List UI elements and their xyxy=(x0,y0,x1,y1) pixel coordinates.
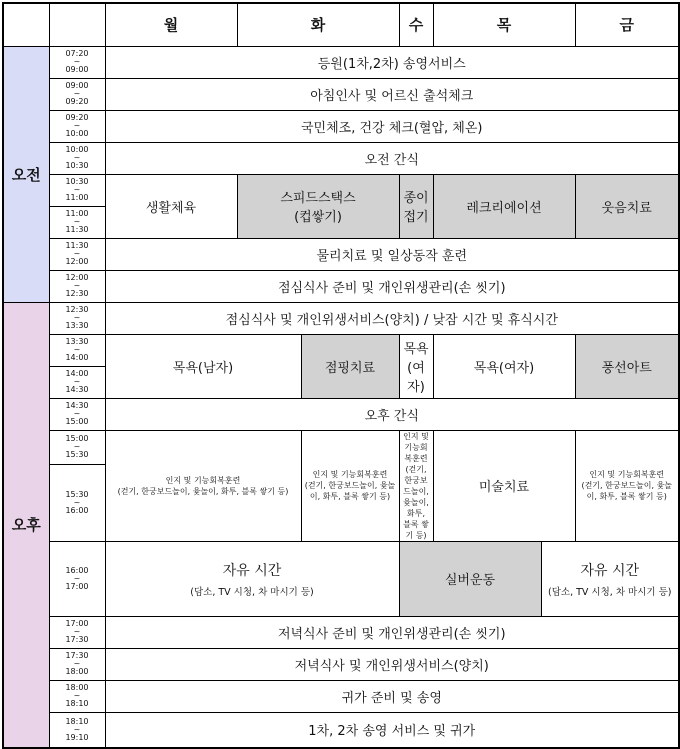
free-time-desc: (담소, TV 시청, 차 마시기 등) xyxy=(548,586,672,598)
time-slot: 18:00 ~ 18:10 xyxy=(49,680,105,712)
activity-mon: 인지 및 기능회복훈련 (걷기, 한궁보드놀이, 윷놀이, 화투, 블록 쌓기 등) xyxy=(105,430,301,541)
table-row xyxy=(3,616,679,648)
table-row xyxy=(3,78,679,110)
activity-wed: 종이접기 xyxy=(399,174,433,238)
time-slot: 09:00 ~ 09:20 xyxy=(49,78,105,110)
time-slot: 15:30 ~ 16:00 xyxy=(49,465,105,541)
activity-thu: 미술치료 xyxy=(433,430,575,541)
activity-wed: 인지 및 기능회복훈련 (걷기, 한궁보드놀이, 윷놀이, 화투, 블록 쌓기 등) xyxy=(399,430,433,541)
time-slot: 12:00 ~ 12:30 xyxy=(49,270,105,302)
free-time-desc: (담소, TV 시청, 차 마시기 등) xyxy=(190,586,314,598)
time-slot: 10:30 ~ 11:00 xyxy=(49,174,105,206)
activity-tue: 인지 및 기능회복훈련 (걷기, 한궁보드놀이, 윷놀이, 화투, 블록 쌓기 등) xyxy=(301,430,399,541)
activity-all-days: 점심식사 및 개인위생서비스(양치) / 낮잠 시간 및 휴식시간 xyxy=(105,302,679,334)
time-slot: 17:00 ~ 17:30 xyxy=(49,616,105,648)
activity-free-time-left xyxy=(105,541,399,616)
time-slot: 15:00 ~ 15:30 xyxy=(49,430,105,465)
table-row xyxy=(3,430,679,465)
table-row xyxy=(3,334,679,366)
activity-free-time-right xyxy=(541,541,679,616)
weekly-schedule-table xyxy=(2,2,680,749)
free-time-title: 자유 시간 xyxy=(222,562,282,579)
activity-fri: 웃음치료 xyxy=(575,174,679,238)
day-header-thu: 목 xyxy=(433,3,575,46)
time-slot: 17:30 ~ 18:00 xyxy=(49,648,105,680)
table-row xyxy=(3,680,679,712)
time-slot: 14:30 ~ 15:00 xyxy=(49,398,105,430)
activity-tue: 스피드스택스 (컵쌓기) xyxy=(237,174,399,238)
activity-wed: 목욕(여자) xyxy=(399,334,433,398)
day-header-tue: 화 xyxy=(237,3,399,46)
activity-mon: 목욕(남자) xyxy=(105,334,301,398)
header-row xyxy=(3,3,679,46)
day-header-fri: 금 xyxy=(575,3,679,46)
time-slot: 10:00 ~ 10:30 xyxy=(49,142,105,174)
table-row xyxy=(3,46,679,78)
activity-all-days: 오전 간식 xyxy=(105,142,679,174)
table-row xyxy=(3,302,679,334)
activity-all-days: 귀가 준비 및 송영 xyxy=(105,680,679,712)
table-row xyxy=(3,238,679,270)
free-time-title: 자유 시간 xyxy=(580,562,640,579)
time-slot: 16:00 ~ 17:00 xyxy=(49,541,105,616)
day-header-wed: 수 xyxy=(399,3,433,46)
time-slot: 09:20 ~ 10:00 xyxy=(49,110,105,142)
activity-all-days: 저녁식사 준비 및 개인위생관리(손 씻기) xyxy=(105,616,679,648)
time-slot: 14:00 ~ 14:30 xyxy=(49,366,105,398)
activity-thu: 목욕(여자) xyxy=(433,334,575,398)
activity-all-days: 물리치료 및 일상동작 훈련 xyxy=(105,238,679,270)
table-row xyxy=(3,541,679,616)
table-row xyxy=(3,648,679,680)
time-slot: 11:30 ~ 12:00 xyxy=(49,238,105,270)
table-row xyxy=(3,174,679,206)
time-slot: 11:00 ~ 11:30 xyxy=(49,206,105,238)
activity-tue: 점핑치료 xyxy=(301,334,399,398)
activity-all-days: 1차, 2차 송영 서비스 및 귀가 xyxy=(105,712,679,748)
activity-fri: 인지 및 기능회복훈련 (걷기, 한궁보드놀이, 윷놀이, 화투, 블록 쌓기 등) xyxy=(575,430,679,541)
time-slot: 13:30 ~ 14:00 xyxy=(49,334,105,366)
corner-cell xyxy=(3,3,49,46)
activity-all-days: 저녁식사 및 개인위생서비스(양치) xyxy=(105,648,679,680)
corner-cell-time xyxy=(49,3,105,46)
period-am-label: 오전 xyxy=(3,46,49,302)
activity-all-days: 아침인사 및 어르신 출석체크 xyxy=(105,78,679,110)
activity-all-days: 국민체조, 건강 체크(혈압, 체온) xyxy=(105,110,679,142)
activity-all-days: 등원(1차,2차) 송영서비스 xyxy=(105,46,679,78)
period-pm-label: 오후 xyxy=(3,302,49,748)
table-row xyxy=(3,398,679,430)
activity-fri: 풍선아트 xyxy=(575,334,679,398)
day-header-mon: 월 xyxy=(105,3,237,46)
time-slot: 18:10 ~ 19:10 xyxy=(49,712,105,748)
activity-mon: 생활체육 xyxy=(105,174,237,238)
table-row xyxy=(3,142,679,174)
activity-all-days: 점심식사 준비 및 개인위생관리(손 씻기) xyxy=(105,270,679,302)
table-row xyxy=(3,110,679,142)
activity-thu: 레크리에이션 xyxy=(433,174,575,238)
time-slot: 07:20 ~ 09:00 xyxy=(49,46,105,78)
time-slot: 12:30 ~ 13:30 xyxy=(49,302,105,334)
activity-all-days: 오후 간식 xyxy=(105,398,679,430)
table-row xyxy=(3,270,679,302)
activity-silver-exercise: 실버운동 xyxy=(399,541,541,616)
